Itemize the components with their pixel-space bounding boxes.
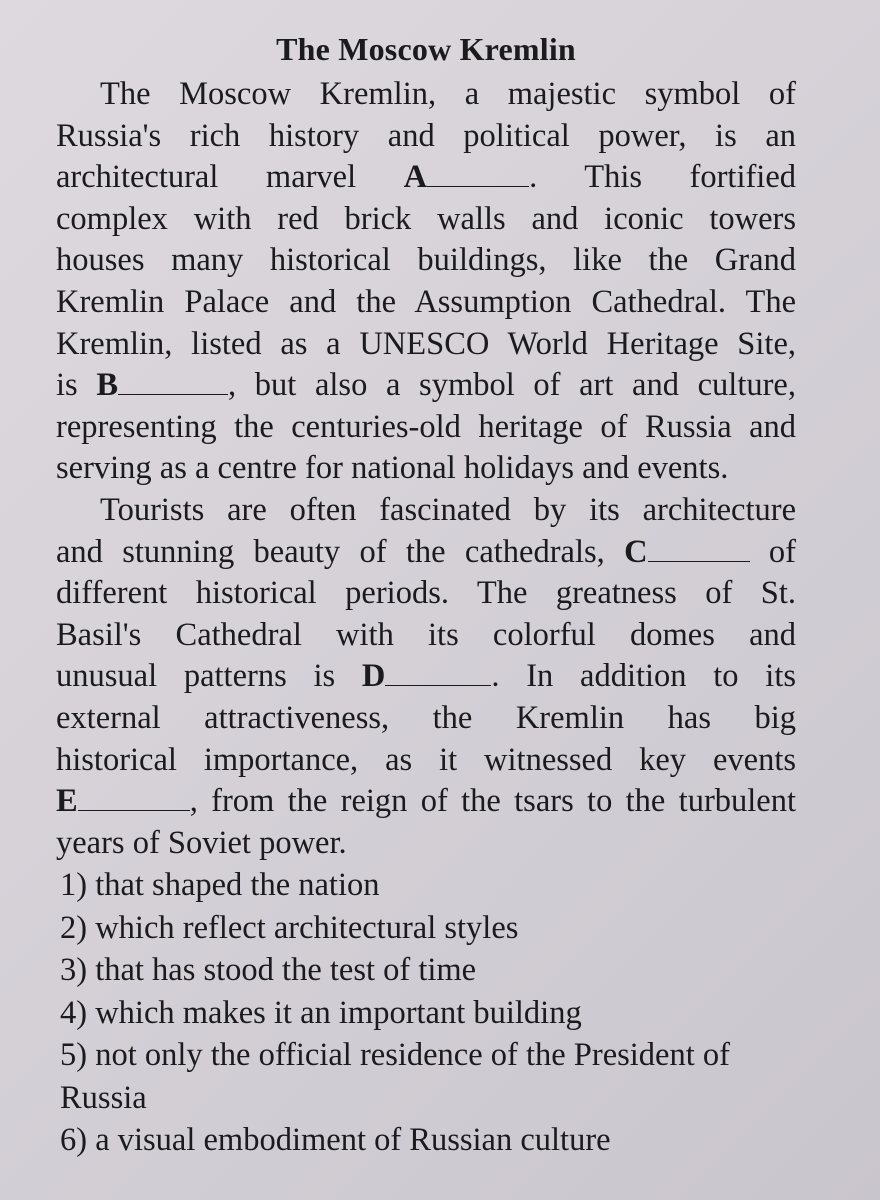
text-line: historical importance, as it witnessed key events <box>56 741 796 778</box>
gap-blank-d[interactable] <box>385 661 491 686</box>
gap-blank-a[interactable] <box>427 162 529 187</box>
text-line-with-gap-d <box>56 656 796 698</box>
text-line: complex with red brick walls and iconic towers <box>56 200 796 237</box>
gap-label-b: B <box>96 367 119 404</box>
text-line-with-gap-e <box>56 781 796 823</box>
text-line: years of Soviet power. <box>56 824 347 861</box>
text-line: Russia's rich history and political power, is an <box>56 117 796 154</box>
text-line: The Moscow Kremlin, a majestic symbol of <box>100 76 796 112</box>
gap-label-d: D <box>361 658 386 695</box>
document-page <box>56 24 796 1174</box>
paragraph-2 <box>56 490 796 864</box>
text-line: serving as a centre for national holidays and events. <box>56 450 729 487</box>
text-segment: . This fortified <box>529 159 796 196</box>
text-segment: and stunning beauty of the cathedrals, <box>56 533 625 570</box>
text-line-with-gap-a <box>56 157 796 199</box>
text-segment: , from the reign of the tsars to the turbulent <box>189 783 796 820</box>
option-4: 4) which makes it an important building <box>60 994 582 1031</box>
gap-label-a: A <box>403 159 428 196</box>
option-5: 5) not only the official residence of the President of <box>60 1037 730 1074</box>
answer-options-list <box>56 864 796 1162</box>
option-3: 3) that has stood the test of time <box>60 952 477 989</box>
text-segment: is <box>56 367 97 404</box>
option-1: 1) that shaped the nation <box>60 867 380 904</box>
text-line: external attractiveness, the Kremlin has big <box>56 699 796 736</box>
text-segment: of <box>749 533 796 570</box>
gap-blank-b[interactable] <box>118 370 228 395</box>
text-segment: unusual patterns is <box>56 658 362 695</box>
gap-label-e: E <box>56 783 78 820</box>
text-segment: . In addition to its <box>491 658 796 695</box>
text-line: representing the centuries-old heritage of Russia and <box>56 408 796 445</box>
option-6: 6) a visual embodiment of Russian culture <box>60 1122 611 1159</box>
text-segment: architectural marvel <box>56 159 404 196</box>
text-line-with-gap-c <box>56 532 796 574</box>
gap-blank-c[interactable] <box>648 537 750 562</box>
text-line: Tourists are often fascinated by its architecture <box>100 491 796 528</box>
gap-label-c: C <box>624 533 648 570</box>
gap-blank-e[interactable] <box>78 786 190 811</box>
text-line: Basil's Cathedral with its colorful domes and <box>56 616 796 653</box>
paragraph-1 <box>56 74 796 490</box>
text-line: different historical periods. The greatness of St. <box>56 575 796 612</box>
option-2: 2) which reflect architectural styles <box>60 909 519 946</box>
page-title: The Moscow Kremlin <box>276 31 576 67</box>
text-line: Kremlin Palace and the Assumption Cathedral. The <box>56 283 796 320</box>
text-line: houses many historical buildings, like the Grand <box>56 242 796 279</box>
option-5-continued: Russia <box>60 1079 147 1116</box>
text-line: Kremlin, listed as a UNESCO World Heritage Site, <box>56 325 796 362</box>
text-line-with-gap-b <box>56 365 796 407</box>
text-segment: , but also a symbol of art and culture, <box>228 367 796 404</box>
